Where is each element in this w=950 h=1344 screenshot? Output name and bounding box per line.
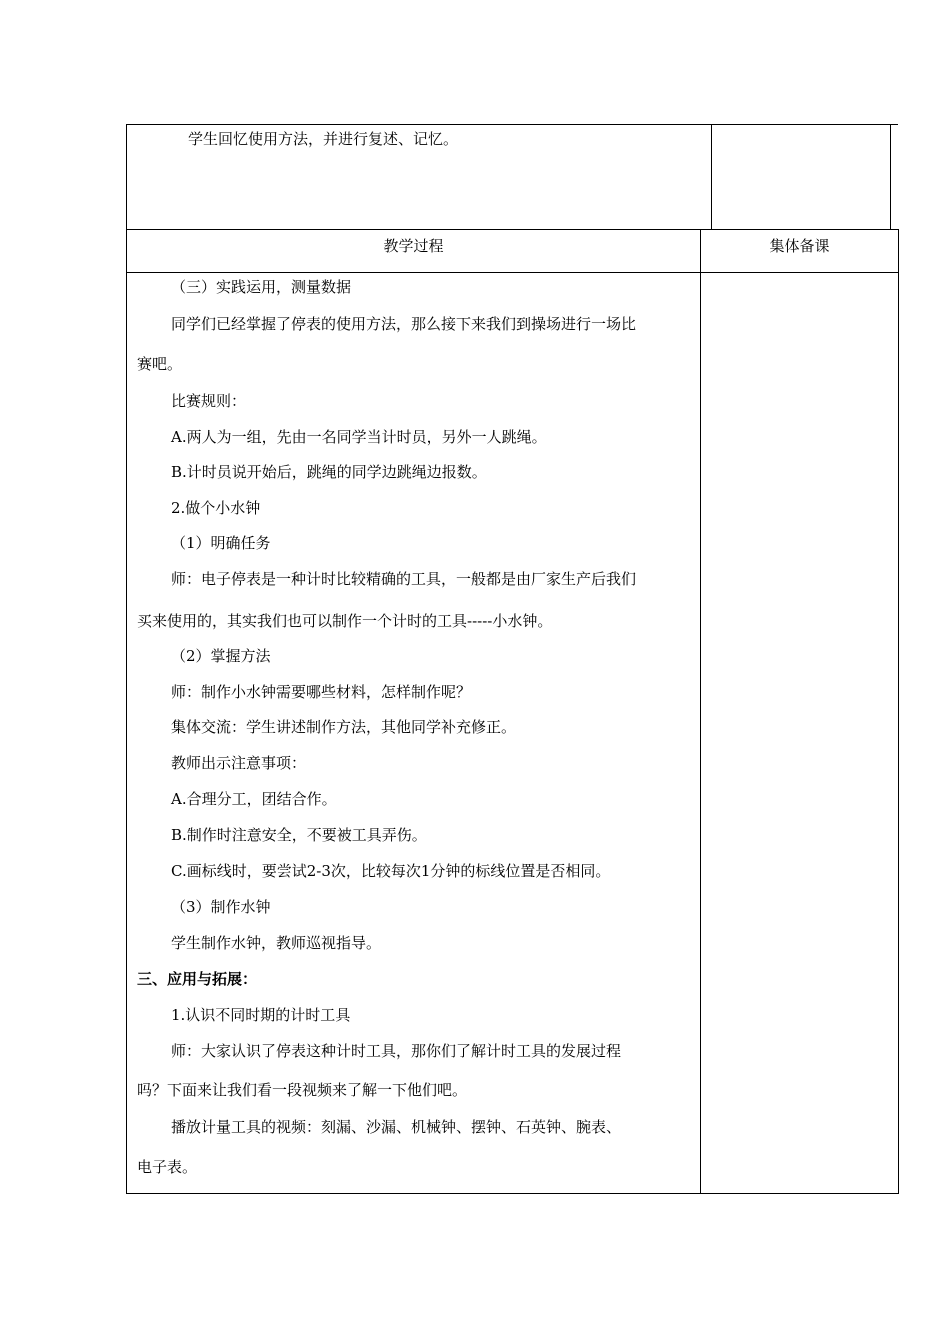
- body-line-rule-b: B.计时员说开始后，跳绳的同学边跳绳边报数。: [171, 463, 487, 481]
- body-line-note-c: C.画标线时，要尝试2-3次，比较每次1分钟的标线位置是否相同。: [171, 862, 611, 880]
- body-line-teacher-part2: 买来使用的，其实我们也可以制作一个计时的工具-----小水钟。: [137, 612, 553, 630]
- top-table-top-border-tail: [891, 124, 898, 125]
- top-table-top-border: [126, 124, 892, 125]
- body-line-video-list-part1: 播放计量工具的视频：刻漏、沙漏、机械钟、摆钟、石英钟、腕表、: [171, 1118, 622, 1136]
- top-table-middle-border: [711, 124, 712, 230]
- top-table-left-border: [126, 124, 127, 230]
- body-line-students-make: 学生制作水钟，教师巡视指导。: [171, 934, 382, 952]
- main-table-bottom-border: [126, 1193, 899, 1194]
- body-line-section-application: 三、应用与拓展：: [137, 970, 258, 988]
- header-group-lesson-notes: 集体备课: [769, 237, 830, 255]
- body-line-method-heading: （2）掌握方法: [171, 647, 271, 665]
- body-line-rules-heading: 比赛规则：: [171, 392, 247, 410]
- body-line-video-list-part2: 电子表。: [137, 1158, 198, 1176]
- body-line-group-discussion: 集体交流：学生讲述制作方法，其他同学补充修正。: [171, 718, 517, 736]
- body-line-note-b: B.制作时注意安全，不要被工具弄伤。: [171, 826, 427, 844]
- body-line-make-heading: （3）制作水钟: [171, 898, 271, 916]
- body-line-timing-tools-heading: 1.认识不同时期的计时工具: [171, 1006, 351, 1024]
- top-table-right-border: [890, 124, 891, 230]
- body-line-notes-heading: 教师出示注意事项：: [171, 754, 307, 772]
- body-line-teacher-part1: 师：电子停表是一种计时比较精确的工具，一般都是由厂家生产后我们: [171, 570, 637, 588]
- body-line-section-practice: （三）实践运用，测量数据: [171, 278, 352, 296]
- header-teaching-process: 教学过程: [383, 237, 444, 255]
- main-table-right-border: [898, 229, 899, 1194]
- body-line-rule-a: A.两人为一组，先由一名同学当计时员，另外一人跳绳。: [171, 428, 547, 446]
- main-table-column-divider: [700, 229, 701, 1194]
- body-line-intro-part2: 赛吧。: [137, 355, 183, 373]
- body-line-teacher-video-part1: 师：大家认识了停表这种计时工具，那你们了解计时工具的发展过程: [171, 1042, 622, 1060]
- body-line-materials-question: 师：制作小水钟需要哪些材料，怎样制作呢？: [171, 683, 472, 701]
- body-line-teacher-video-part2: 吗？下面来让我们看一段视频来了解一下他们吧。: [137, 1081, 468, 1099]
- body-line-task-heading: （1）明确任务: [171, 534, 271, 552]
- body-line-water-clock-heading: 2.做个小水钟: [171, 499, 261, 517]
- top-table-row-text: 学生回忆使用方法，并进行复述、记忆。: [188, 130, 459, 148]
- main-table-top-border: [126, 229, 899, 230]
- main-table-header-divider: [126, 272, 899, 273]
- body-line-intro-part1: 同学们已经掌握了停表的使用方法，那么接下来我们到操场进行一场比: [171, 315, 637, 333]
- main-table-left-border: [126, 229, 127, 1194]
- body-line-note-a: A.合理分工，团结合作。: [171, 790, 337, 808]
